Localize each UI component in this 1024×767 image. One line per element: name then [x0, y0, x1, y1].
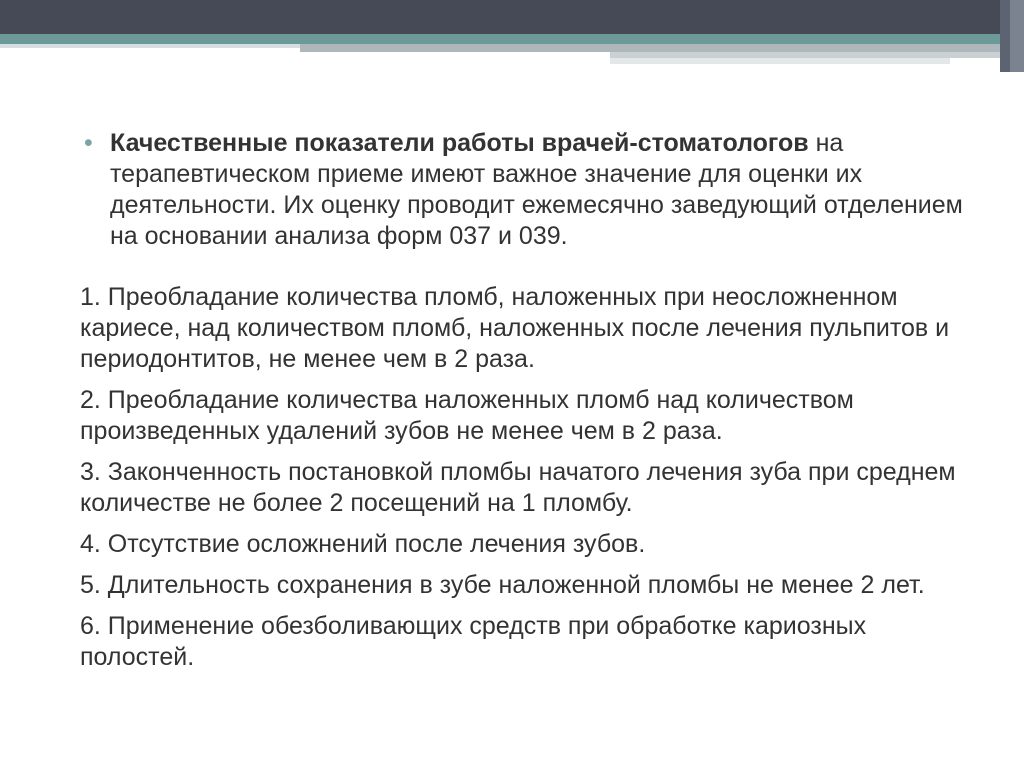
list-item: 5. Длительность сохранения в зубе наложенной пломбы не менее 2 лет. [80, 571, 925, 599]
header-band-dark [0, 0, 1024, 34]
header-band-grey [300, 44, 1000, 52]
criteria-list [80, 282, 980, 673]
list-item: 6. Применение обезболивающих средств при обработке кариозных полостей. [80, 612, 867, 671]
list-item: 2. Преобладание количества наложенных пломб над количеством произведенных удалений зубов не менее чем в 2 раза. [80, 386, 854, 445]
slide-content [80, 128, 980, 683]
list-item: 1. Преобладание количества пломб, наложенных при неосложненном кариесе, над количеством пломб, наложенных после лечения пульпитов и периодонтитов, не менее чем в 2 раза. [80, 283, 950, 373]
intro-rest-text: на терапевтическом приеме имеют важное значение для оценки их деятельности. Их оценку проводит ежемесячно заведующий отделением на основании анализа форм 037 и 039. [110, 129, 963, 250]
header-band-lightest [610, 58, 950, 64]
header-band-thin [0, 44, 300, 48]
intro-paragraph [80, 128, 980, 252]
corner-bar [1000, 0, 1010, 72]
list-item: 3. Законченность постановкой пломбы начатого лечения зуба при среднем количестве не более 2 посещений на 1 пломбу. [80, 458, 956, 517]
header-band-teal [0, 34, 1000, 44]
list-item: 4. Отсутствие осложнений после лечения зубов. [80, 530, 646, 558]
bullet-dot-icon: • [84, 129, 93, 157]
corner-bar-edge [1010, 0, 1024, 72]
intro-bold-text: Качественные показатели работы врачей-стоматологов [110, 129, 809, 157]
